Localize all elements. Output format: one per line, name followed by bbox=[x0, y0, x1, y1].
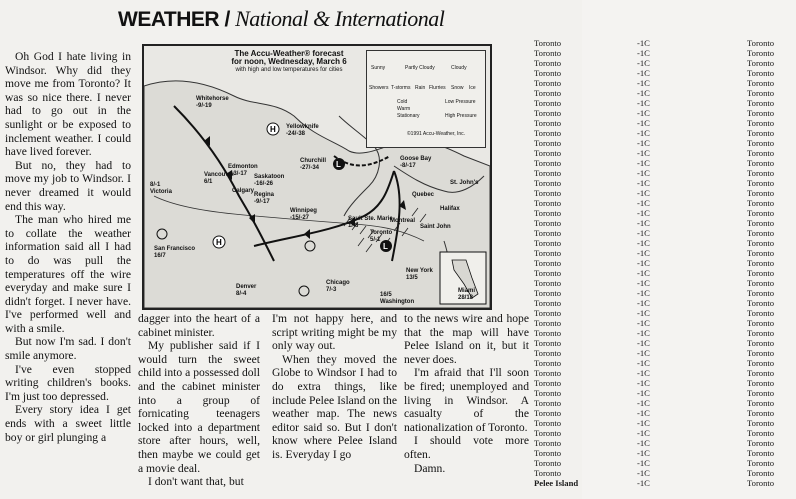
list-item: -1C bbox=[637, 238, 650, 248]
list-item: -1C bbox=[637, 188, 650, 198]
map-title-line1: The Accu-Weather® forecast bbox=[234, 49, 344, 58]
list-item: Toronto bbox=[747, 348, 775, 358]
list-item: Toronto bbox=[747, 118, 775, 128]
list-item: -1C bbox=[637, 178, 650, 188]
list-item: Toronto bbox=[534, 428, 562, 438]
legend-copyright: ©1991 Accu-Weather, Inc. bbox=[407, 131, 466, 137]
list-item: Toronto bbox=[534, 168, 562, 178]
list-item: Toronto bbox=[747, 258, 775, 268]
list-item: -1C bbox=[637, 128, 650, 138]
list-item: Toronto bbox=[747, 38, 775, 48]
list-item: -1C bbox=[637, 448, 650, 458]
list-item: Toronto bbox=[747, 468, 775, 478]
list-item: Toronto bbox=[534, 318, 562, 328]
list-item: Toronto bbox=[747, 308, 775, 318]
list-item: Toronto bbox=[747, 358, 775, 368]
city-label: Vancouver 6/1 bbox=[204, 172, 235, 185]
header-subtitle: National & International bbox=[235, 6, 445, 31]
list-item: Toronto bbox=[747, 438, 775, 448]
paragraph: Damn. bbox=[414, 461, 446, 475]
paragraph: But no, they had to move my job to Windsor. I never dreamed it would end this way. bbox=[5, 158, 131, 213]
city-label: Miami 28/18 bbox=[458, 288, 476, 301]
city-label: Winnipeg -15/-27 bbox=[290, 208, 317, 221]
city-label: Sault Ste. Marie 1/-8 bbox=[348, 216, 393, 229]
list-item: -1C bbox=[637, 408, 650, 418]
city-label: Chicago 7/-3 bbox=[326, 280, 350, 293]
list-item: Toronto bbox=[747, 278, 775, 288]
list-item: Toronto bbox=[534, 378, 562, 388]
list-item: Toronto bbox=[747, 218, 775, 228]
list-item: -1C bbox=[637, 108, 650, 118]
list-item: -1C bbox=[637, 98, 650, 108]
paragraph: But now I'm sad. I don't smile anymore. bbox=[5, 335, 131, 363]
svg-text:H: H bbox=[270, 125, 276, 134]
list-item: Toronto bbox=[747, 148, 775, 158]
legend-low-pressure: Low Pressure bbox=[445, 99, 476, 105]
city-list-names bbox=[534, 38, 578, 488]
paragraph: When they moved the Globe to Windsor I had to do extra things, like include Pelee Island on the weather map. The news editor said so. But I don't know where Pelee Island is. Everyday I go bbox=[272, 352, 397, 461]
city-label: Denver 8/-4 bbox=[236, 284, 257, 297]
list-item: Toronto bbox=[747, 248, 775, 258]
list-item: -1C bbox=[637, 68, 650, 78]
list-item: -1C bbox=[637, 308, 650, 318]
list-item: Toronto bbox=[534, 88, 562, 98]
list-item: Toronto bbox=[534, 338, 562, 348]
list-item: Toronto bbox=[534, 398, 562, 408]
svg-text:H: H bbox=[216, 238, 222, 247]
list-item: Toronto bbox=[534, 228, 562, 238]
list-item: Toronto bbox=[747, 298, 775, 308]
list-item: Toronto bbox=[534, 368, 562, 378]
list-item: Toronto bbox=[747, 428, 775, 438]
legend-warm-front: Warm bbox=[397, 106, 411, 112]
legend-tstorms: T-storms bbox=[391, 85, 411, 91]
city-label: Montreal bbox=[390, 218, 416, 224]
list-item: Toronto bbox=[747, 398, 775, 408]
paragraph: Oh God I hate living in Windsor. Why did they move me from Toronto? It was so nice there. I never had to go out in the sunlight or be exposed to inclement weather. I could have lived forever. bbox=[5, 50, 131, 159]
map-title bbox=[200, 50, 378, 74]
list-item: Toronto bbox=[747, 108, 775, 118]
paragraph: to the news wire and hope that the map will have Pelee Island on it, but it never does. bbox=[404, 312, 529, 366]
list-item: -1C bbox=[637, 328, 650, 338]
list-item: Toronto bbox=[747, 318, 775, 328]
city-label: Halifax bbox=[440, 206, 460, 212]
list-item: Toronto bbox=[534, 328, 562, 338]
list-item: Toronto bbox=[534, 148, 562, 158]
list-item: Toronto bbox=[534, 248, 562, 258]
list-item: Toronto bbox=[747, 208, 775, 218]
paragraph: I'm afraid that I'll soon be fired; unemployed and living in Windsor. A casualty of the nationalization of Toronto. bbox=[404, 366, 529, 434]
article-column-4 bbox=[404, 312, 529, 475]
city-label: 8/-1 Victoria bbox=[150, 182, 172, 195]
list-item: Toronto bbox=[747, 168, 775, 178]
list-item: Toronto bbox=[534, 238, 562, 248]
list-item: Toronto bbox=[534, 218, 562, 228]
list-item: Toronto bbox=[534, 448, 562, 458]
list-item: Toronto bbox=[747, 98, 775, 108]
list-item: Toronto bbox=[747, 128, 775, 138]
list-item: Toronto bbox=[747, 78, 775, 88]
list-item: Toronto bbox=[747, 198, 775, 208]
map-title-line2: for noon, Wednesday, March 6 bbox=[231, 57, 347, 66]
list-item: Toronto bbox=[747, 448, 775, 458]
city-label: St. John's bbox=[450, 180, 479, 186]
legend-partly-cloudy: Partly Cloudy bbox=[405, 65, 435, 71]
list-item: Toronto bbox=[747, 458, 775, 468]
list-item: Toronto bbox=[534, 108, 562, 118]
list-item: -1C bbox=[637, 118, 650, 128]
city-label: Regina -9/-17 bbox=[254, 192, 275, 205]
list-item: Toronto bbox=[534, 418, 562, 428]
legend-rain: Rain bbox=[415, 85, 426, 91]
city-label: Edmonton -13/-17 bbox=[228, 164, 258, 177]
legend-cold-front: Cold bbox=[397, 99, 408, 105]
list-item: Toronto bbox=[747, 378, 775, 388]
header-slash: / bbox=[219, 8, 236, 31]
paragraph: I've even stopped writing children's books. I'm just too depressed. bbox=[5, 362, 131, 403]
list-item: Toronto bbox=[534, 438, 562, 448]
list-item: -1C bbox=[637, 438, 650, 448]
header-weather: WEATHER bbox=[118, 8, 220, 31]
city-label: Saint John bbox=[420, 224, 451, 230]
list-item: Toronto bbox=[747, 158, 775, 168]
list-item: Toronto bbox=[747, 228, 775, 238]
list-item: -1C bbox=[637, 338, 650, 348]
list-item: Toronto bbox=[747, 58, 775, 68]
list-item: -1C bbox=[637, 258, 650, 268]
list-item: Toronto bbox=[534, 178, 562, 188]
list-item: Toronto bbox=[534, 158, 562, 168]
city-list-third bbox=[747, 38, 774, 488]
list-item: Toronto bbox=[534, 288, 562, 298]
legend-showers: Showers bbox=[369, 85, 389, 91]
section-header bbox=[118, 6, 444, 32]
list-item: Toronto bbox=[534, 198, 562, 208]
list-item: -1C bbox=[637, 368, 650, 378]
list-item: -1C bbox=[637, 388, 650, 398]
list-item: Toronto bbox=[747, 188, 775, 198]
list-item: Toronto bbox=[747, 48, 775, 58]
map-title-line3: with high and low temperatures for cities bbox=[235, 67, 343, 73]
list-item: Toronto bbox=[534, 188, 562, 198]
paragraph: My publisher said if I would turn the sweet child into a possessed doll and the cabinet minister into a group of fornicating teenagers locked into a department store after hours, well, then maybe we could get a movie deal. bbox=[138, 339, 260, 475]
legend-snow: Snow bbox=[451, 85, 464, 91]
svg-text:L: L bbox=[383, 242, 388, 251]
list-item: Toronto bbox=[747, 238, 775, 248]
list-item: -1C bbox=[637, 38, 650, 48]
paragraph: dagger into the heart of a cabinet minister. bbox=[138, 312, 260, 339]
city-label: Toronto 5/-1 bbox=[370, 230, 393, 243]
list-item: -1C bbox=[637, 348, 650, 358]
legend-sunny: Sunny bbox=[371, 65, 386, 71]
list-item: -1C bbox=[637, 278, 650, 288]
list-item: -1C bbox=[637, 58, 650, 68]
list-item: Toronto bbox=[534, 78, 562, 88]
list-item: Toronto bbox=[747, 178, 775, 188]
list-item: -1C bbox=[637, 288, 650, 298]
article-column-1 bbox=[5, 50, 131, 444]
list-item: -1C bbox=[637, 428, 650, 438]
city-label: San Francisco 16/7 bbox=[154, 246, 196, 259]
list-item: -1C bbox=[637, 168, 650, 178]
list-item: Toronto bbox=[534, 408, 562, 418]
list-item: -1C bbox=[637, 198, 650, 208]
list-item: Toronto bbox=[747, 268, 775, 278]
city-label: Churchill -27/-34 bbox=[300, 158, 327, 171]
city-label: Calgary bbox=[232, 188, 255, 194]
svg-text:L: L bbox=[336, 160, 341, 169]
list-item: -1C bbox=[637, 398, 650, 408]
city-list-temps bbox=[637, 38, 650, 488]
list-item: Toronto bbox=[534, 258, 562, 268]
list-item: -1C bbox=[637, 138, 650, 148]
list-item: -1C bbox=[637, 248, 650, 258]
list-item: Toronto bbox=[534, 298, 562, 308]
list-item: -1C bbox=[637, 298, 650, 308]
list-item: Toronto bbox=[534, 48, 562, 58]
list-item: -1C bbox=[637, 418, 650, 428]
list-item: -1C bbox=[637, 478, 650, 488]
paragraph: I'm not happy here, and script writing might be my only way out. bbox=[272, 312, 397, 353]
list-item: Toronto bbox=[747, 88, 775, 98]
list-item: -1C bbox=[637, 378, 650, 388]
legend-high-pressure: High Pressure bbox=[445, 113, 477, 119]
list-item: -1C bbox=[637, 468, 650, 478]
city-label: Saskatoon -16/-26 bbox=[254, 174, 285, 187]
list-item: Toronto bbox=[747, 138, 775, 148]
paragraph: I don't want that, but bbox=[148, 475, 244, 489]
city-label: 16/5 Washington bbox=[380, 292, 415, 305]
list-item: Toronto bbox=[534, 278, 562, 288]
list-item: -1C bbox=[637, 78, 650, 88]
list-item: Toronto bbox=[534, 138, 562, 148]
list-item: Toronto bbox=[747, 418, 775, 428]
list-item: Toronto bbox=[534, 348, 562, 358]
city-label: Quebec bbox=[412, 192, 435, 198]
list-item: Toronto bbox=[747, 478, 775, 488]
legend-stationary-front: Stationary bbox=[397, 113, 420, 119]
map-legend bbox=[366, 50, 486, 148]
list-item: -1C bbox=[637, 268, 650, 278]
list-item: Toronto bbox=[534, 38, 562, 48]
list-item: Toronto bbox=[534, 468, 562, 478]
list-item: Toronto bbox=[747, 338, 775, 348]
article-column-3 bbox=[272, 312, 397, 462]
list-item: Toronto bbox=[534, 458, 562, 468]
city-label: Yellowknife -24/-38 bbox=[286, 124, 319, 137]
list-item: Toronto bbox=[747, 368, 775, 378]
list-item: Toronto bbox=[534, 118, 562, 128]
list-item: -1C bbox=[637, 218, 650, 228]
list-item: Toronto bbox=[534, 208, 562, 218]
list-item: Toronto bbox=[534, 98, 562, 108]
list-item: -1C bbox=[637, 458, 650, 468]
city-label: Whitehorse -9/-19 bbox=[196, 96, 229, 109]
paragraph: Every story idea I get ends with a sweet little boy or girl plunging a bbox=[5, 403, 131, 444]
list-item: Toronto bbox=[747, 288, 775, 298]
list-item: -1C bbox=[637, 208, 650, 218]
article-column-2 bbox=[138, 312, 260, 489]
list-item: -1C bbox=[637, 148, 650, 158]
list-item: Toronto bbox=[747, 408, 775, 418]
list-item: Toronto bbox=[534, 58, 562, 68]
city-label: New York 13/5 bbox=[406, 268, 433, 281]
list-item: -1C bbox=[637, 318, 650, 328]
weather-map bbox=[142, 44, 492, 310]
legend-cloudy: Cloudy bbox=[451, 65, 467, 71]
list-item: Toronto bbox=[534, 388, 562, 398]
city-label: Goose Bay -8/-17 bbox=[400, 156, 432, 169]
list-item: -1C bbox=[637, 228, 650, 238]
list-item: -1C bbox=[637, 158, 650, 168]
list-item: Toronto bbox=[534, 128, 562, 138]
paragraph: The man who hired me to collate the weather information said all I had to do was pull the temperatures off the wire everyday and make sure I didn't forget. I never have. I've performed well and with a smile. bbox=[5, 213, 131, 335]
list-item: Toronto bbox=[747, 388, 775, 398]
legend-ice: Ice bbox=[469, 85, 476, 91]
list-item: Toronto bbox=[534, 268, 562, 278]
list-item: Toronto bbox=[534, 68, 562, 78]
legend-flurries: Flurries bbox=[429, 85, 446, 91]
paragraph: I should vote more often. bbox=[404, 434, 529, 461]
list-item: -1C bbox=[637, 358, 650, 368]
list-item: -1C bbox=[637, 48, 650, 58]
list-item: Pelee Island bbox=[534, 478, 579, 488]
list-item: -1C bbox=[637, 88, 650, 98]
list-item: Toronto bbox=[534, 358, 562, 368]
list-item: Toronto bbox=[747, 68, 775, 78]
list-item: Toronto bbox=[534, 308, 562, 318]
list-item: Toronto bbox=[747, 328, 775, 338]
